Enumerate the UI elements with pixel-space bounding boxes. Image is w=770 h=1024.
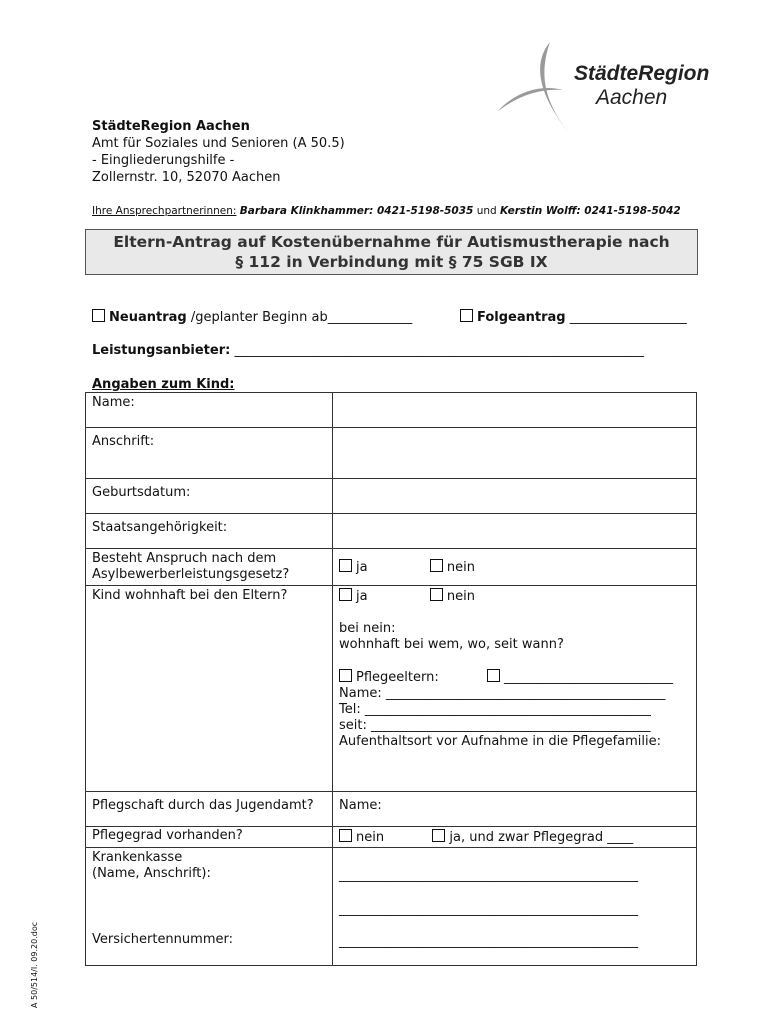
address-street: Zollernstr. 10, 52070 Aachen [92,170,281,185]
pflegegrad-nein-label: nein [356,830,385,845]
bei-nein-label: bei nein: [339,621,396,636]
label-anschrift: Anschrift: [86,428,333,479]
contact-line [92,205,681,217]
label-krankenkasse [86,848,333,966]
row-pflegegrad [86,827,697,848]
label-geburtsdatum: Geburtsdatum: [86,479,333,514]
sender-address [92,118,345,186]
field-asyl [333,549,697,586]
wohnhaft-ja-checkbox[interactable] [339,588,352,601]
logo-text-line2: Aachen [596,86,668,109]
pflegeeltern-label: Pflegeeltern: [356,670,439,685]
wohnhaft-bei-question: wohnhaft bei wem, wo, seit wann? [339,637,564,652]
pflegegrad-nein-checkbox[interactable] [339,829,352,842]
form-title-line1: Eltern-Antrag auf Kostenübernahme für Autismustherapie nach [113,233,670,251]
folgeantrag-field[interactable]: __________________ [569,310,687,325]
aufenthaltsort-label: Aufenthaltsort vor Aufnahme in die Pflegefamilie: [339,734,662,749]
leistungsanbieter-label: Leistungsanbieter: [92,343,231,358]
address-sub: - Eingliederungshilfe - [92,153,235,168]
folgeantrag-checkbox[interactable] [460,309,473,322]
field-staatsangehoerigkeit[interactable] [333,514,697,549]
contact-person-1: Barbara Klinkhammer: 0421-5198-5035 [239,205,474,217]
pflegeeltern-tel-field[interactable]: Tel: ____________________________________________ [339,702,651,717]
logo-text-line1: StädteRegion [574,62,710,85]
address-dept: Amt für Soziales und Senioren (A 50.5) [92,136,345,151]
asyl-nein-checkbox[interactable] [430,559,443,572]
row-geburtsdatum [86,479,697,514]
field-wohnhaft [333,586,697,792]
wohnhaft-nein-checkbox[interactable] [430,588,443,601]
asyl-ja-label: ja [356,559,368,575]
row-anschrift [86,428,697,479]
form-title [85,229,698,275]
neuantrag-checkbox[interactable] [92,309,105,322]
row-pflegschaft [86,792,697,827]
field-anschrift[interactable] [333,428,697,479]
row-krankenkasse [86,848,697,966]
folgeantrag-label: Folgeantrag [477,310,566,325]
antrag-type-line [92,309,697,325]
pflegeeltern-field[interactable]: __________________________ [504,670,673,685]
pflegeeltern-checkbox[interactable] [339,669,352,682]
label-asyl: Besteht Anspruch nach dem Asylbewerberleistungsgesetz? [86,549,333,586]
wohnhaft-nein-label: nein [446,589,475,604]
field-pflegschaft[interactable]: Name: [333,792,697,827]
pflegegrad-ja-checkbox[interactable] [432,829,445,842]
address-org: StädteRegion Aachen [92,119,250,134]
logo-swoosh [495,40,605,140]
krankenkasse-field-1[interactable]: ______________________________________________ [339,868,638,883]
row-wohnhaft [86,586,697,792]
asyl-ja-checkbox[interactable] [339,559,352,572]
krankenkasse-sublabel: (Name, Anschrift): [92,866,211,881]
label-name: Name: [86,393,333,428]
krankenkasse-field-2[interactable]: ______________________________________________ [339,902,638,917]
versichertennummer-field[interactable]: ______________________________________________ [339,934,638,949]
leistungsanbieter-line [92,343,644,358]
document-code: A 50/514/I. 09.20.doc [30,921,39,1008]
wohnhaft-ja-label: ja [356,589,368,604]
form-title-line2: § 112 in Verbindung mit § 75 SGB IX [235,253,548,271]
row-asyl [86,549,697,586]
label-pflegegrad: Pflegegrad vorhanden? [86,827,333,848]
pflegeeltern-name-field[interactable]: Name: ___________________________________________ [339,686,666,701]
label-pflegschaft: Pflegschaft durch das Jugendamt? [86,792,333,827]
pflegeeltern-seit-field[interactable]: seit: ___________________________________________ [339,718,651,733]
krankenkasse-label: Krankenkasse [92,850,183,865]
row-name [86,393,697,428]
leistungsanbieter-field[interactable]: _______________________________________________________________ [234,343,644,358]
label-staatsangehoerigkeit: Staatsangehörigkeit: [86,514,333,549]
pflegeeltern-other-checkbox[interactable] [487,669,500,682]
neuantrag-label: Neuantrag [109,310,187,325]
versichertennummer-label: Versichertennummer: [92,932,233,947]
contact-person-2: Kerstin Wolff: 0241-5198-5042 [500,205,681,217]
pflegegrad-ja-field[interactable]: ja, und zwar Pflegegrad ____ [449,830,634,845]
field-krankenkasse [333,848,697,966]
row-staatsangehoerigkeit [86,514,697,549]
contact-label: Ihre Ansprechpartnerinnen: [92,205,237,217]
field-geburtsdatum[interactable] [333,479,697,514]
field-pflegegrad [333,827,697,848]
neuantrag-begin-field[interactable]: /geplanter Beginn ab_____________ [190,310,413,325]
field-name[interactable] [333,393,697,428]
section-kind-heading: Angaben zum Kind: [92,377,235,392]
child-data-table [85,392,697,966]
label-wohnhaft: Kind wohnhaft bei den Eltern? [86,586,333,792]
contact-and: und [476,205,497,217]
asyl-nein-label: nein [446,559,475,575]
